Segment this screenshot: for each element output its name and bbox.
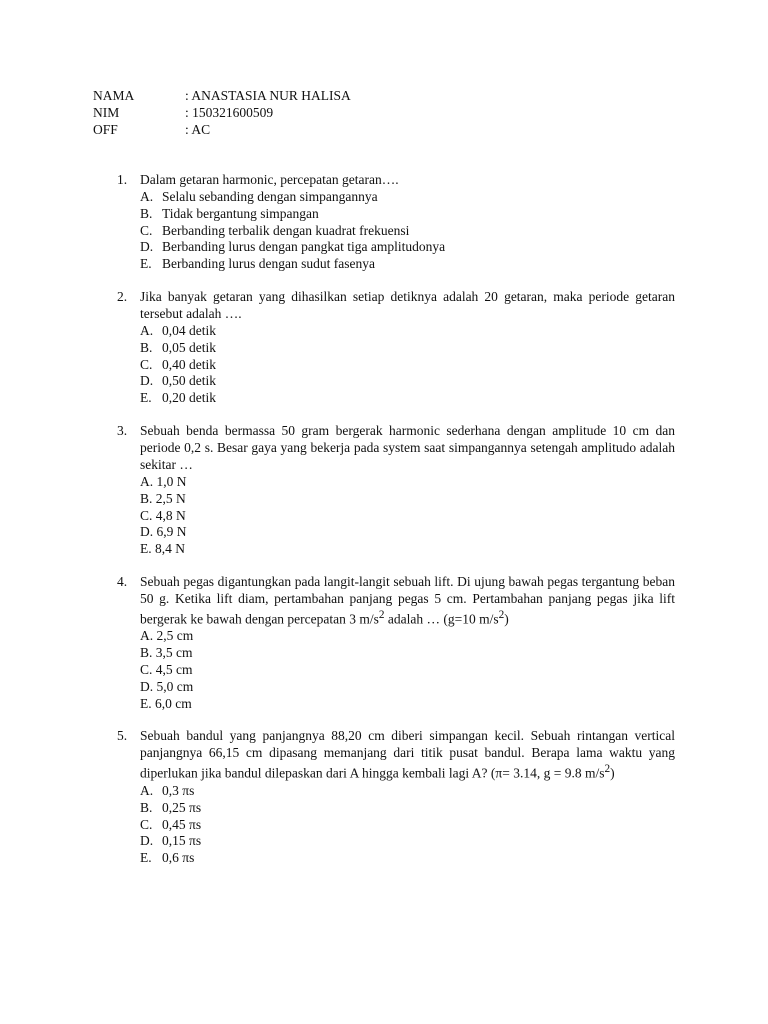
info-label: OFF (93, 122, 118, 137)
option-letter: A. (140, 628, 154, 644)
option-text: 0,15 πs (162, 833, 202, 849)
option-c (140, 816, 675, 833)
option-letter: C. (140, 222, 153, 238)
info-value: : AC (185, 122, 211, 137)
info-row-off (93, 121, 351, 138)
info-row-nama (93, 87, 351, 104)
option-list (117, 188, 675, 272)
option-letter: C. (140, 662, 153, 678)
question-5 (117, 727, 675, 865)
option-text: Tidak bergantung simpangan (162, 205, 319, 221)
option-letter: B. (140, 339, 153, 355)
option-text: 8,4 N (155, 541, 185, 557)
option-text: 0,50 detik (162, 373, 216, 389)
question-number: 3. (117, 422, 128, 438)
info-row-nim (93, 104, 351, 121)
option-letter: C. (140, 816, 153, 832)
option-letter: D. (140, 678, 154, 694)
superscript: 2 (498, 608, 505, 621)
option-letter: E. (140, 541, 152, 557)
question-number: 5. (117, 728, 128, 744)
option-d (140, 372, 675, 389)
question-list (117, 171, 675, 882)
option-letter: C. (140, 356, 153, 372)
option-letter: A. (140, 473, 154, 489)
question-text: Sebuah benda bermassa 50 gram bergerak harmonic sederhana dengan amplitude 10 cm dan periode 0,2 s. Besar gaya yang bekerja pada system saat simpangannya setengah amplitudo adalah sekitar … (140, 422, 675, 472)
question-3 (117, 422, 675, 557)
superscript: 2 (378, 608, 385, 621)
option-list (117, 782, 675, 866)
option-text: 0,04 detik (162, 322, 216, 338)
option-e (140, 540, 675, 557)
option-letter: E. (140, 256, 152, 272)
option-list (117, 322, 675, 406)
option-text: 1,0 N (156, 473, 187, 489)
option-text: Berbanding lurus dengan sudut fasenya (162, 256, 375, 272)
option-letter: D. (140, 524, 154, 540)
question-text-part: Sebuah pegas digantungkan pada langit-langit sebuah lift. Di ujung bawah pegas tergantung beban 50 g. Ketika lift diam, pertambahan panjang pegas 5 cm. Pertambahan panjang pegas jika lift bergerak ke bawah dengan percepatan 3 m/s (140, 573, 675, 627)
option-letter: A. (140, 189, 154, 204)
option-e (140, 695, 675, 712)
option-text: 3,5 cm (155, 645, 193, 661)
option-c (140, 661, 675, 678)
question-number: 4. (117, 573, 128, 589)
option-a (140, 473, 675, 490)
option-b (140, 205, 675, 222)
option-text: 0,20 detik (162, 390, 216, 406)
option-text: 4,8 N (155, 507, 186, 523)
question-text: Dalam getaran harmonic, percepatan getaran…. (140, 172, 399, 187)
option-text: Berbanding terbalik dengan kuadrat frekuensi (162, 222, 410, 238)
option-e (140, 389, 675, 406)
option-a (140, 188, 675, 205)
option-a (140, 627, 675, 644)
question-text-part: ) (504, 611, 509, 627)
question-1 (117, 171, 675, 272)
option-letter: D. (140, 833, 154, 849)
question-4 (117, 573, 675, 711)
info-label: NIM (93, 105, 120, 120)
option-letter: E. (140, 390, 152, 406)
option-d (140, 678, 675, 695)
option-letter: E. (140, 695, 152, 711)
question-text-part: Sebuah bandul yang panjangnya 88,20 cm diberi simpangan kecil. Sebuah rintangan vertical panjangnya 66,15 cm dipasang memanjang dari titik pusat bandul. Berapa lama waktu yang diperlukan jika bandul dilepaskan dari A hingga kembali lagi A? (π= 3.14, g = 9.8 m/s (140, 728, 675, 781)
option-list (117, 473, 675, 557)
option-text: 2,5 cm (156, 628, 194, 644)
question-text-part: adalah … (g=10 m/s (384, 611, 499, 627)
info-value: : ANASTASIA NUR HALISA (185, 88, 351, 103)
option-text: Selalu sebanding dengan simpangannya (162, 189, 378, 204)
option-letter: B. (140, 205, 153, 221)
option-text: 6,9 N (156, 524, 187, 540)
option-text: 4,5 cm (155, 662, 193, 678)
option-text: 6,0 cm (155, 695, 192, 711)
option-letter: A. (140, 782, 154, 798)
option-text: 2,5 N (155, 490, 186, 506)
option-text: 0,25 πs (162, 799, 202, 815)
option-e (140, 255, 675, 272)
option-letter: B. (140, 799, 153, 815)
option-a (140, 782, 675, 799)
option-b (140, 644, 675, 661)
option-letter: B. (140, 645, 153, 661)
option-b (140, 490, 675, 507)
option-letter: A. (140, 322, 154, 338)
superscript: 2 (604, 763, 611, 776)
option-list (117, 627, 675, 711)
option-text: Berbanding lurus dengan pangkat tiga amplitudonya (162, 239, 446, 255)
question-text (140, 727, 675, 782)
option-letter: E. (140, 850, 152, 866)
option-letter: D. (140, 239, 154, 255)
option-c (140, 222, 675, 239)
option-text: 0,6 πs (162, 850, 195, 866)
question-2 (117, 288, 675, 406)
question-text-part: ) (610, 765, 615, 781)
question-number: 1. (117, 172, 128, 187)
option-text: 5,0 cm (156, 678, 194, 694)
option-b (140, 799, 675, 816)
option-d (140, 238, 675, 255)
option-letter: C. (140, 507, 153, 523)
option-d (140, 832, 675, 849)
student-info (93, 87, 351, 138)
option-e (140, 849, 675, 866)
option-c (140, 507, 675, 524)
question-number: 2. (117, 288, 128, 304)
info-label: NAMA (93, 88, 135, 103)
option-letter: B. (140, 490, 153, 506)
info-value: : 150321600509 (185, 105, 274, 120)
option-a (140, 322, 675, 339)
question-text: Jika banyak getaran yang dihasilkan setiap detiknya adalah 20 getaran, maka periode getaran tersebut adalah …. (140, 288, 675, 321)
question-text (140, 573, 675, 628)
option-text: 0,05 detik (162, 339, 216, 355)
option-text: 0,45 πs (162, 816, 202, 832)
option-c (140, 356, 675, 373)
option-text: 0,3 πs (162, 782, 195, 798)
option-b (140, 339, 675, 356)
option-d (140, 523, 675, 540)
option-text: 0,40 detik (162, 356, 216, 372)
option-letter: D. (140, 373, 154, 389)
